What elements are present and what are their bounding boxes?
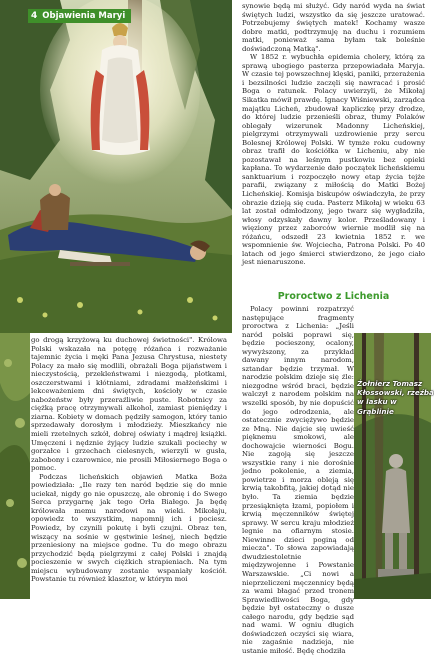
section-heading: Proroctwo z Lichenia bbox=[277, 291, 390, 302]
soldier-sculpture-photo bbox=[354, 333, 431, 599]
article-column-bottom-right bbox=[242, 305, 354, 655]
article-column-top-right bbox=[242, 2, 425, 267]
paragraph: Polacy powinni rozpatrzyć następujące fragmenty proroctwa z Lichenia: „Jeśli naród polski poprawi się, będzie pocieszony, ocalony, wywyższony, za przykład dawany innym narodom, sztandar będzie trzymał. W narodzie polskim dzieje się źle: niezgodne wśród braci, będzie walczył z narodem polskim na wszelki sposób, by nie dopuścić do jego odrodzenia, ale ostatecznie zwyciężywo będzie ze Mną. Nie dajcie się uwieść pięknemu smokowi, ale dochowajcie wierności Bogu. Nie zagoją się jeszcze wszystkie rany i nie dorośnie jedno pokolenie, a ziemia, powietrze i morza obleją się krwią takobfitą, jakiej dotąd nie było. Ta ziemia będzie przesiąknięta łzami, popiołem i krwią męczenników świętej sprawy. W sercu kraju młodzież legnie na ofiarnym stosie. Niewinne dzieci poginą od miecza". To słowa zapowiadają dwudziestoletnie międzywojenne i Powstanie Warszawskie. „Ci nowi a nieprzeliczeni męczennicy będą za wami błagać przed tronem Sprawiedliwości Boga, gdy będzie był ostateczny o dusze całego narodu, gdy będzie sąd nad wami. W ogniu długich doświadczeń oczyści się wiara, nie zagaśnie nadzieja, nie ustanie miłość. Będę chodziła bbox=[242, 305, 354, 655]
page-number: 4 bbox=[31, 11, 38, 21]
paragraph: Podczas licheńskich objawień Matka Boża powiedziała: „Ile razy ten naród będzie się do mnie uciekał, nigdy go nie opuszczę, ale obronię i do Swego Serca przygarnę jak tego Orła Białego. Ja będę królowała memu narodowi na wieki. Mikołaju, opowiedz to wszystkim, napomnij ich i pociesz. Powiedz, by czynili pokutę i byli czujni. Obraz ten, wiszący na sośnie w gęstwinie leśnej, niech będzie przeniesiony na miejsce godne. Tu do mego obrazu przychodzić będą pielgrzymi z całej Polski i znajdą pocieszenie w swych ciężkich strapieniach. Na tym miejscu wybudowany zostanie wspaniały kościół. Powstanie tu również klasztor, w którym moi bbox=[31, 472, 227, 584]
paragraph: go drogą krzyżową ku duchowej świetności". Królowa Polski wskazała na potęgę różańca i rozważanie tajemnic życia i męki Pana Jezusa Chrystusa, niestety Polacy za mało się modlili, obrażali Boga pijaństwem i nieczystością, przekleństwami i niezgodą, plotkami, oszczerstwami i kłótniami, zdradami małżeńskimi i lekceważeniem dni świętych, kościoły w czasie nabożeństw były przeraźliwie puste. Robotnicy za ciężką pracę otrzymywali alkohol, zamiast pieniędzy i ziarna. Kobiety w domach pędziły samogon, który tanio sprzedawały dorosłym i młodzieży. Mieszkańcy nie mieli rzetelnych szkół, dobrej oświaty i mądrej książki. Umęczeni i nędznie żyjący ludzie szukali pociechy w gorzałce i grzechach cielesnych, wierzyli w gusła, zabobony i czarownice, nie prosili Miłosiernego Boga o pomoc. bbox=[31, 336, 227, 473]
section-title: Objawienia Maryi bbox=[42, 11, 126, 21]
sculpture-image bbox=[354, 333, 431, 599]
foliage-graphic bbox=[0, 333, 30, 599]
apparition-painting bbox=[0, 0, 232, 333]
paragraph: W 1852 r. wybuchła epidemia cholery, którą za sprawą ubogiego pasterza przepowiadała Maryja. W czasie tej powszechnej klęski, paniki, przerażenia i bezsilności ludzie zaczęli się nawracać i prosić Boga o ratunek. Polacy uwierzyli, że Mikołaj Sikatka mówił prawdę. Ignacy Wiśniewski, zarządca majątku Licheń, zbudował kapliczkę przy drodze, do której ludzie przenieśli obraz, tłumy Polaków oblegały wizerunek Madonny Licheńskiej, pielgrzymi otrzymywali uzdrowienie przy sercu Bolesnej Królowej Polski. W tymże roku cudowny obraz trafił do kościółka w Licheniu, aby nie pozostawał na leśnym pustkowiu bez opieki kapłana. To wydarzenie dało początek licheńskiemu sanktuarium i rozpoczęło nowy etap życia tejże parafii, związany z miłością do Matki Bożej Licheńskiej. Komisja biskupów oświadczyła, że przy obrazie dzieją się cuda. Pasterz Mikołaj w wieku 63 lat został odmłodzony, jego twarz się wygładziła, włosy odzyskały dawny kolor. Prześladowany i więziony przez zaborców wiernie modlił się na różańcu, odszedł 23 kwietnia 1852 r. we wspomnienie św. Wojciecha, Patrona Polski. Po 40 latach od jego śmierci stwierdzono, że jego ciało jest nienaruszone. bbox=[242, 53, 425, 267]
section-header-bar bbox=[28, 9, 131, 23]
left-foliage-strip bbox=[0, 333, 30, 599]
painting-artwork bbox=[0, 0, 232, 333]
photo-caption: Żołnierz Tomasz Kłossowski, rzeźba w lasku w Grąblinie bbox=[357, 379, 434, 416]
article-column-bottom-left bbox=[31, 336, 227, 584]
paragraph: synowie będą mi służyć. Gdy naród wyda na świat świętych ludzi, wszystko da się jeszcze uratować. Potrzebujemy świętych matek! Kochamy wasze dobre matki, podtrzymuję na duchu i rozumiem matki, ponieważ sama byłam tak boleśnie doświadczoną Matką". bbox=[242, 2, 425, 53]
